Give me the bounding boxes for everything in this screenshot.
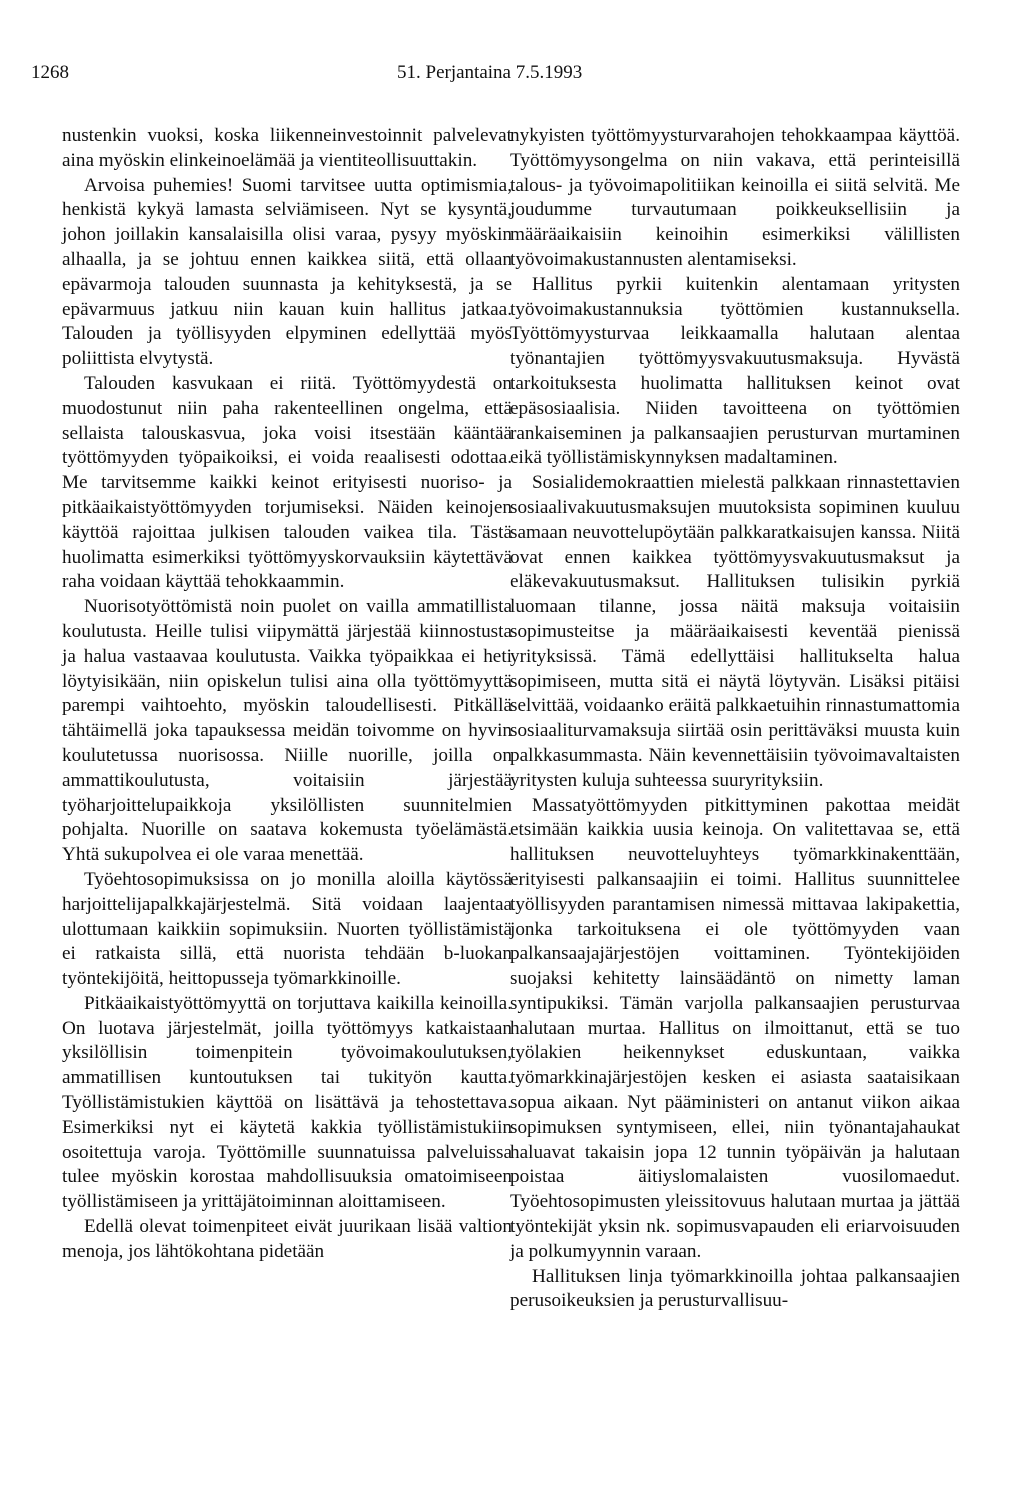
paragraph: Hallituksen linja työmarkkinoilla johtaa palkansaajien perusoikeuksien ja perusturvallisuu- (510, 1265, 960, 1312)
paragraph: Massatyöttömyyden pitkittyminen pakottaa meidät etsimään kaikkia uusia keinoja. On valitettavaa se, että hallituksen neuvotteluyhteys työmarkkinakenttään, erityisesti palkansaajiin ei toimi. Hallitus suunnittelee työllisyyden parantamisen nimessä mittavaa lakipakettia, jonka tarkoituksena ei ole työttömyyden vaan palkansaajajärjestöjen voittaminen. Työntekijöiden suojaksi kehitetty lainsäädäntö on nimetty laman syntipukiksi. Tämän varjolla palkansaajien perusturvaa halutaan murtaa. Hallitus on ilmoittanut, että se tuo työlakien heikennykset eduskuntaan, vaikka työmarkkinajärjestöjen kesken ei asiasta saataisikaan sopua aikaan. Nyt pääministeri on antanut viikon aikaa sopimuksen syntymiseen, ellei, niin työnantajahaukat haluavat takaisin jopa 12 tunnin työpäivän ja halutaan poistaa äitiyslomalaisten vuosilomaedut. Työehtosopimusten yleissitovuus halutaan murtaa ja jättää työntekijät yksin nk. sopimusvapauden eli eriarvoisuuden ja polkumyynnin varaan. (510, 794, 960, 1262)
paragraph: Sosialidemokraattien mielestä palkkaan rinnastettavien sosiaalivakuutusmaksujen muutoksista sopiminen kuuluu samaan neuvottelupöytään palkkaratkaisujen kanssa. Niitä ovat ennen kaikkea työttömyysvakuutusmaksut ja eläkevakuutusmaksut. Hallituksen tulisikin pyrkiä luomaan tilanne, jossa näitä maksuja voitaisiin sopimusteitse ja määräaikaisesti keventää pienissä yrityksissä. Tämä edellyttäisi hallitukselta halua sopimiseen, mutta sitä ei näytä löytyvän. Lisäksi pitäisi selvittää, voidaanko eräitä palkkaetuihin rinnastumattomia sosiaaliturvamaksuja siirtää osin perittäväksi muusta kuin palkkasummasta. Näin kevennettäisiin työvoimavaltaisten yritysten kuluja suhteessa suuryrityksiin. (510, 472, 960, 791)
running-title: 51. Perjantaina 7.5.1993 (397, 62, 583, 83)
right-column (510, 124, 960, 1314)
page-number: 1268 (31, 62, 69, 83)
page-header (31, 62, 993, 90)
paragraph: nykyisten työttömyysturvarahojen tehokkaampaa käyttöä. Työttömyysongelma on niin vakava, että perinteisillä talous- ja työvoimapolitiikan keinoilla ei siitä selvitä. Me joudumme turvautumaan poikkeuksellisiin ja määräaikaisiin keinoihin esimerkiksi välillisten työvoimakustannusten alentamiseksi. (510, 125, 960, 270)
paragraph: Nuorisotyöttömistä noin puolet on vailla ammatillista koulutusta. Heille tulisi viipymättä järjestää kiinnostusta ja halua vastaavaa koulutusta. Vaikka työpaikkaa ei heti löytyisikään, niin opiskelun tulisi aina olla työttömyyttä parempi vaihtoehto, myöskin taloudellisesti. Pitkällä tähtäimellä joka tapauksessa meidän toivomme on hyvin koulutetussa nuorisossa. Niille nuorille, joilla on ammattikoulutusta, voitaisiin järjestää työharjoittelupaikkoja yksilöllisten suunnitelmien pohjalta. Nuorille on saatava kokemusta työelämästä. Yhtä sukupolvea ei ole varaa menettää. (62, 596, 512, 866)
paragraph: Arvoisa puhemies! Suomi tarvitsee uutta optimismia, henkistä kykyä lamasta selviämiseen. Nyt se kysyntä, johon joillakin kansalaisilla olisi varaa, pysyy myöskin alhaalla, ja se johtuu ennen kaikkea siitä, että ollaan epävarmoja talouden suunnasta ja kehityksestä, ja se epävarmuus jatkuu niin kauan kuin hallitus jatkaa. Talouden ja työllisyyden elpyminen edellyttää myös poliittista elvytystä. (62, 174, 512, 370)
left-column (62, 124, 512, 1265)
paragraph: Pitkäaikaistyöttömyyttä on torjuttava kaikilla keinoilla. On luotava järjestelmät, joilla työttömyys katkaistaan yksilöllisin toimenpitein työvoimakoulutuksen, ammatillisen kuntoutuksen tai tukityön kautta. Työllistämistukien käyttöä on lisättävä ja tehostettava. Esimerkiksi nyt ei käytetä kakkia työllistämistukiin osoitettuja varoja. Työttömille suunnatuissa palveluissa tulee myöskin korostaa mahdollisuuksia omatoimiseen työllistämiseen ja yrittäjätoiminnan aloittamiseen. (62, 992, 512, 1213)
paragraph: Työehtosopimuksissa on jo monilla aloilla käytössä harjoittelijapalkkajärjestelmä. Sitä voidaan laajentaa ulottumaan kaikkiin sopimuksiin. Nuorten työllistämistä ei ratkaista sillä, että nuorista tehdään b-luokan työntekijöitä, heittopusseja työmarkkinoille. (62, 868, 512, 990)
paragraph: nustenkin vuoksi, koska liikenneinvestoinnit palvelevat aina myöskin elinkeinoelämää ja vientiteollisuuttakin. (62, 125, 512, 171)
paragraph: Talouden kasvukaan ei riitä. Työttömyydestä on muodostunut niin paha rakenteellinen ongelma, että sellaista talouskasvua, joka voisi itsestään kääntää työttömyyden työpaikoiksi, ei voida reaalisesti odottaa. Me tarvitsemme kaikki keinot erityisesti nuoriso- ja pitkäaikaistyöttömyyden torjumiseksi. Näiden keinojen käyttöä rajoittaa julkisen talouden vaikea tila. Tästä huolimatta esimerkiksi työttömyyskorvauksiin käytettävä raha voidaan käyttää tehokkaammin. (62, 372, 512, 593)
paragraph: Edellä olevat toimenpiteet eivät juurikaan lisää valtion menoja, jos lähtökohtana pidetään (62, 1216, 512, 1262)
paragraph: Hallitus pyrkii kuitenkin alentamaan yritysten työvoimakustannuksia työttömien kustannuksella. Työttömyysturvaa leikkaamalla halutaan alentaa työnantajien työttömyysvakuutusmaksuja. Hyvästä tarkoituksesta huolimatta hallituksen keinot ovat epäsosiaalisia. Niiden tavoitteena on työttömien rankaiseminen ja palkansaajien perusturvan murtaminen eikä työllistämiskynnyksen madaltaminen. (510, 273, 960, 469)
